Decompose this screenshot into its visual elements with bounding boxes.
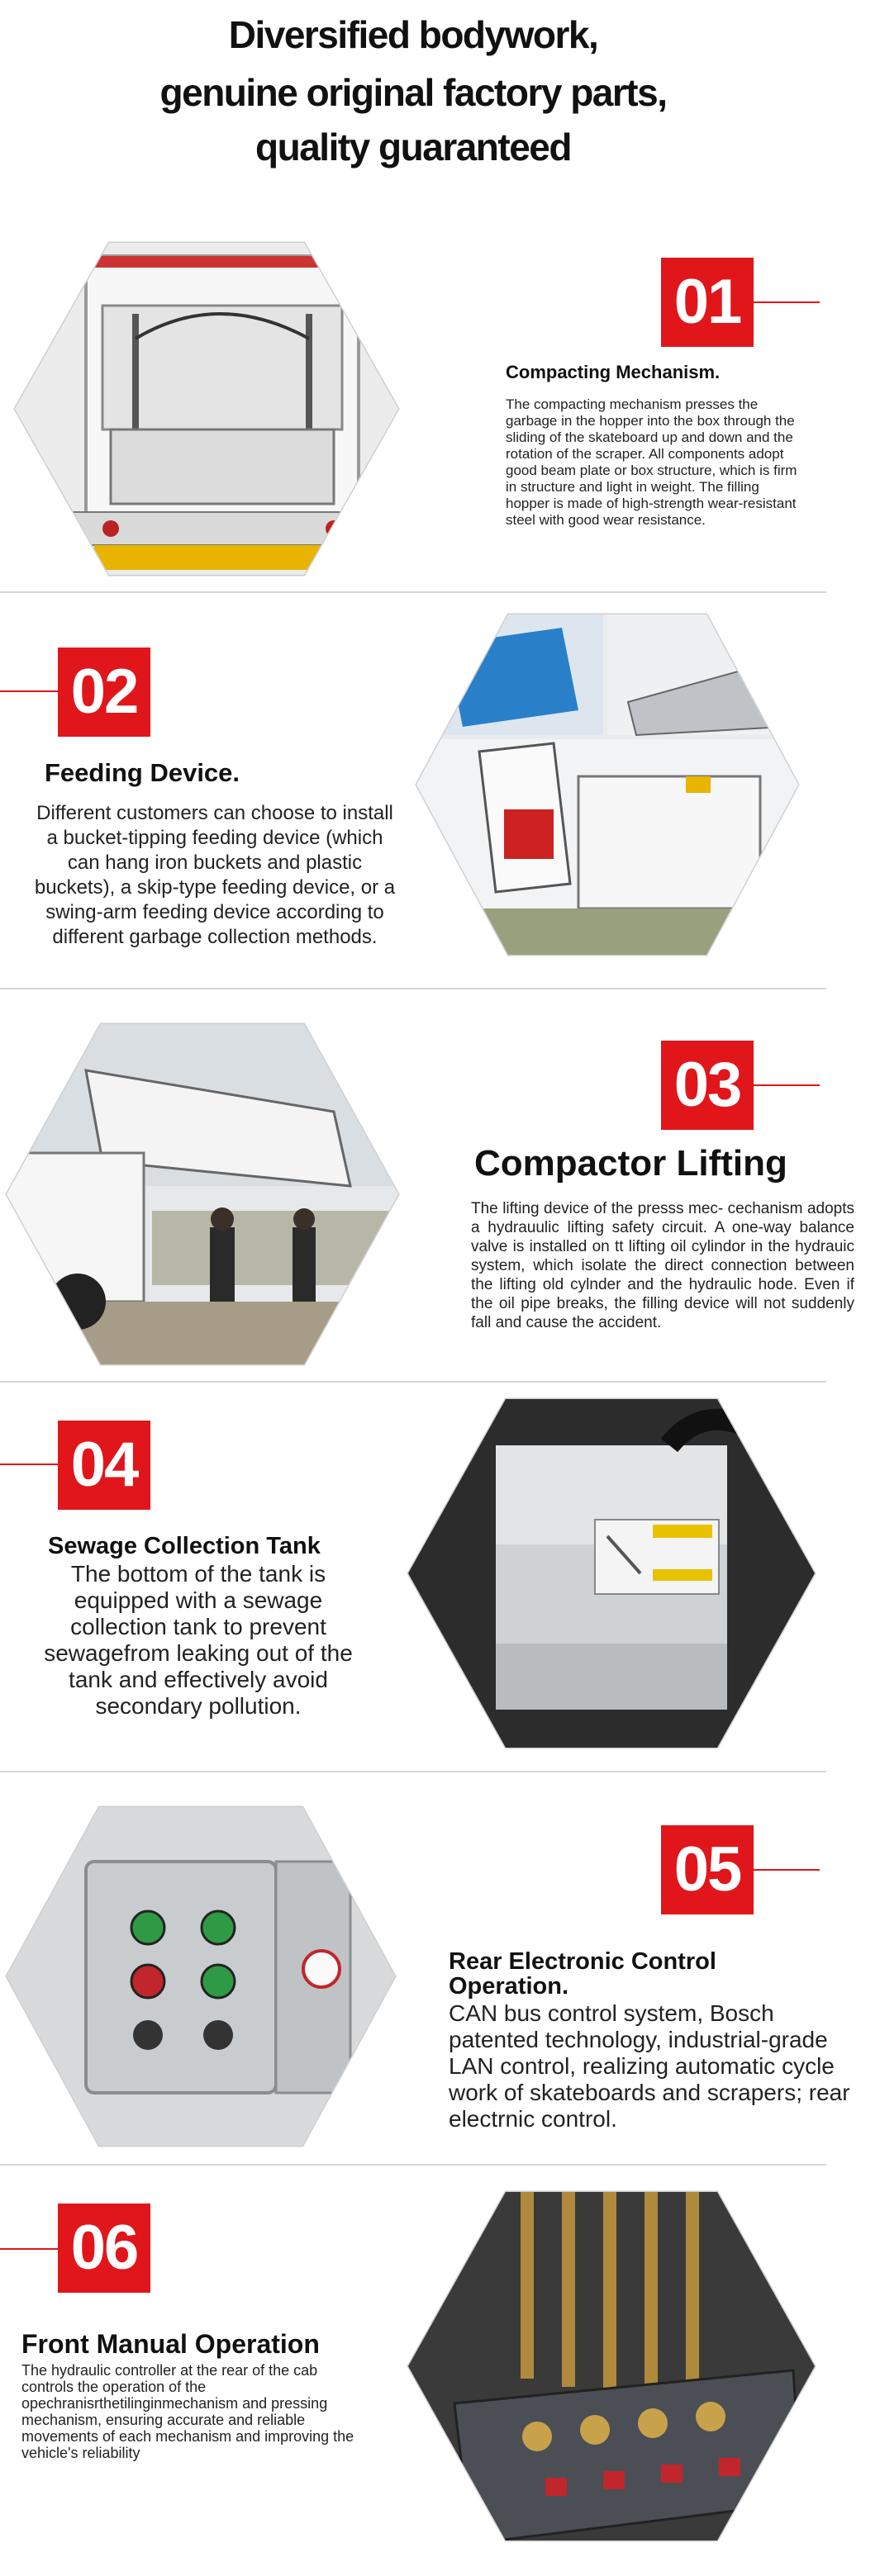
headline-line-2: genuine original factory parts, [159, 71, 667, 114]
compactor-lifting-photo [3, 1021, 402, 1368]
red-accent-line [754, 301, 820, 303]
section-body: The lifting device of the presss mec- cechanism adopts a hydrauulic lifting safety circuit. A one-way balance valve is installed on tt lifting oil cylindor in the hydrauic system, which isolate the direct connection between the lifting old cylnder and the hydraulic hode. Even if the oil pipe breaks, the filling device will not suddenly fall and cause the accident. [471, 1200, 854, 1331]
section-body: CAN bus control system, Bosch patented technology, industrial-grade LAN control, realizing automatic cycle work of skateboards and scrapers; rear electrnic control. [449, 2000, 850, 2132]
section-number-02: 02 [58, 648, 150, 737]
compacting-mechanism-photo [12, 240, 402, 578]
section-title: Front Manual Operation [21, 2329, 320, 2359]
sewage-tank-photo [405, 1396, 818, 1751]
section-body: Different customers can choose to install a bucket-tipping feeding device (which can hang iron buckets and plastic buckets), a skip-type feeding device, or a swing-arm feeding device according to different garbage collection methods. [34, 802, 396, 948]
section-body: The compacting mechanism presses the garbage in the hopper into the box through the sliding of the skateboard up and down and the rotation of the scraper. All components adopt good beam plate or box structure, which is firm in structure and light in weight. The filling hopper is made of high-strength wear-resistant steel with good wear resistance. [506, 396, 797, 528]
section-title: Feeding Device. [45, 758, 240, 787]
section-divider [0, 591, 826, 593]
section-body: The bottom of the tank is equipped with a sewage collection tank to prevent sewagefrom leaking out of the tank and effectively avoid secondary pollution. [44, 1561, 353, 1719]
red-accent-line [0, 690, 59, 692]
section-title: Compacting Mechanism. [506, 362, 721, 382]
section-divider [0, 2164, 826, 2166]
headline-line-3: quality guaranteed [255, 126, 571, 168]
red-accent-line [0, 1464, 59, 1465]
section-body: The hydraulic controller at the rear of the cab controls the operation of the opechranisrthetilinginmechanism and pressing mechanism, ensuring accurate and reliable movements of each mechanism and improving the vehicle's reliability [21, 2362, 354, 2461]
section-title: Compactor Lifting [474, 1143, 787, 1184]
section-title: Rear Electronic Control Operation. [449, 1948, 716, 2000]
section-divider [0, 1381, 826, 1383]
section-divider [0, 988, 826, 989]
section-title: Sewage Collection Tank [48, 1533, 321, 1559]
red-accent-line [0, 2248, 59, 2250]
headline-line-1: Diversified bodywork, [228, 13, 598, 56]
section-number-01: 01 [661, 258, 754, 347]
red-accent-line [754, 1869, 820, 1871]
section-number-04: 04 [58, 1421, 150, 1510]
page-header [0, 0, 826, 198]
feeding-device-photo [413, 611, 802, 958]
red-accent-line [754, 1084, 820, 1086]
section-number-03: 03 [661, 1041, 754, 1130]
section-number-05: 05 [661, 1825, 754, 1914]
section-divider [0, 1771, 826, 1772]
front-manual-valve-photo [405, 2189, 818, 2544]
section-number-06: 06 [58, 2204, 150, 2293]
rear-control-panel-photo [3, 1804, 398, 2149]
